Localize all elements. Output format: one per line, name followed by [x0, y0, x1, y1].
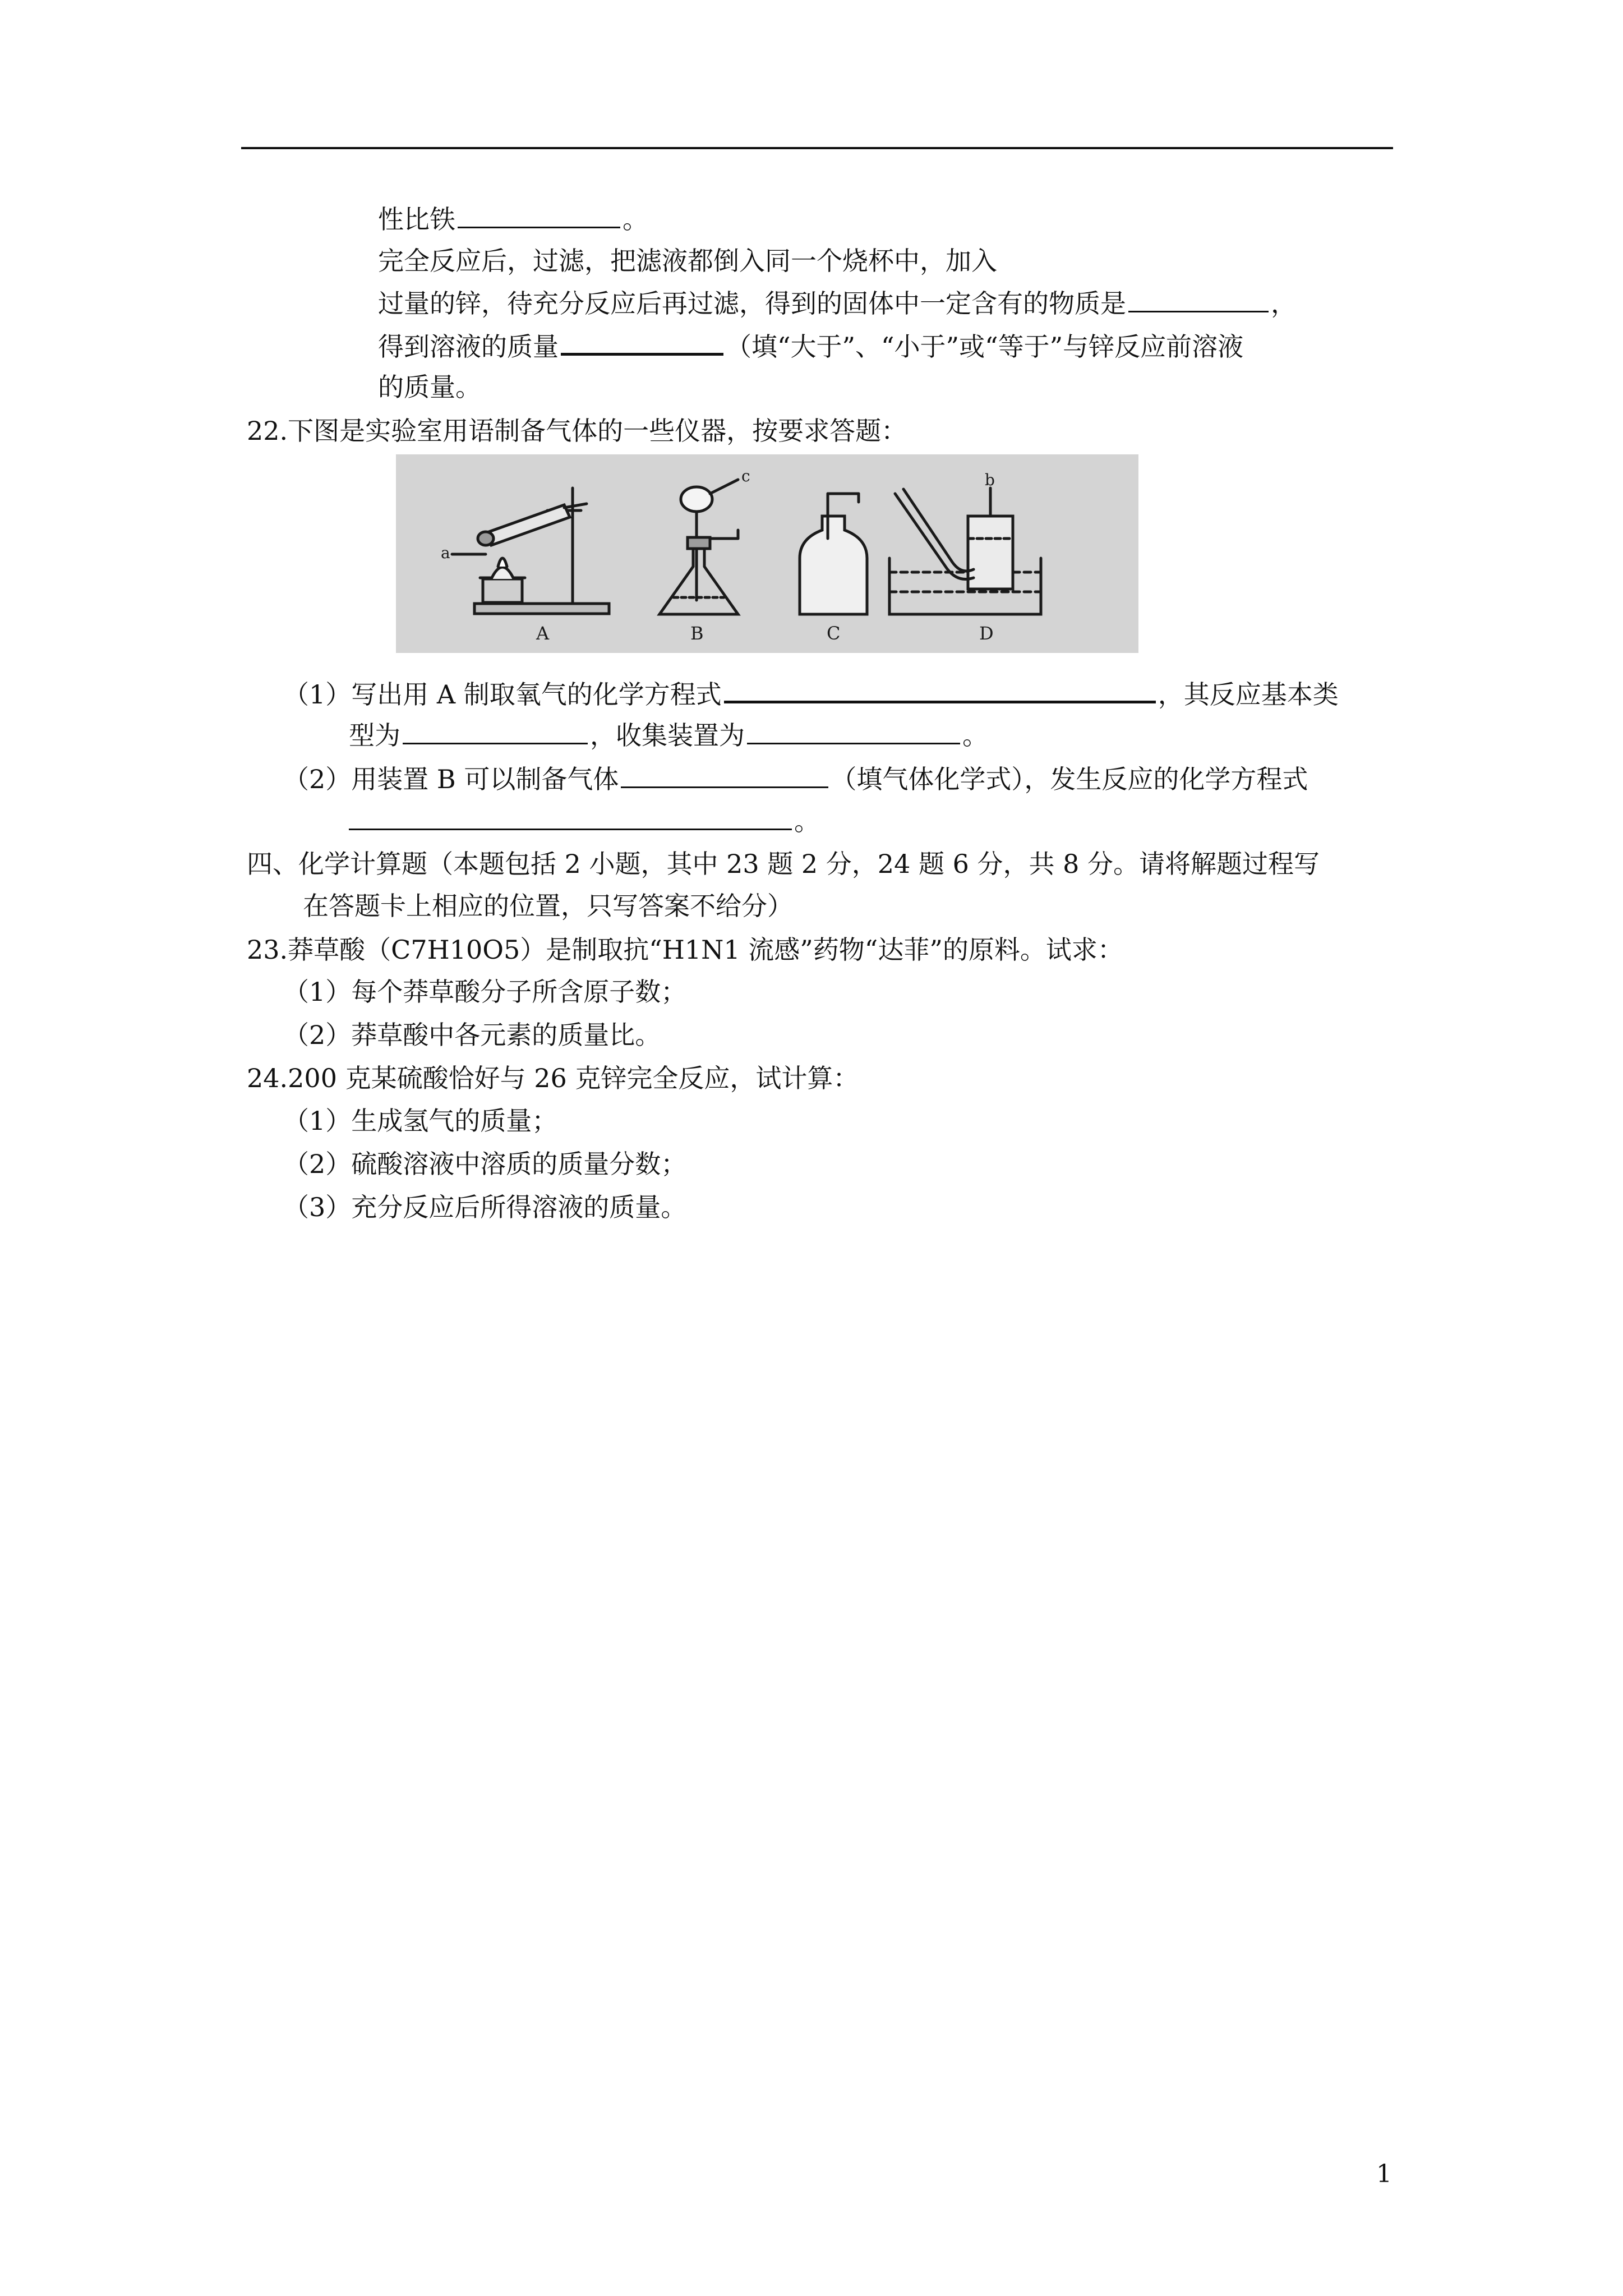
- q22-part2-line2: [349, 804, 820, 838]
- section4-title-line2: 在答题卡上相应的位置，只写答案不给分）: [303, 891, 793, 921]
- apparatus-b: [660, 480, 738, 614]
- q23-part2: （2）莽草酸中各元素的质量比。: [283, 1020, 661, 1050]
- figure-label-a-small: a: [441, 544, 450, 562]
- answer-blank[interactable]: [403, 718, 588, 744]
- q21-line4-end: （填“大于”、“小于”或“等于”与锌反应前溶液: [726, 332, 1244, 362]
- q21-line1: [378, 202, 648, 236]
- q21-line4: [378, 328, 1243, 364]
- answer-blank[interactable]: [724, 676, 1156, 703]
- q22-part1-line2-mid: ，收集装置为: [590, 720, 745, 751]
- q22-part1-line2-text: 型为: [349, 720, 400, 751]
- q24-part2: （2）硫酸溶液中溶质的质量分数；: [283, 1149, 687, 1179]
- q23-part1: （1）每个莽草酸分子所含原子数；: [283, 977, 687, 1007]
- figure-label-c: C: [827, 623, 841, 644]
- q22-part1-line2: [349, 718, 988, 752]
- figure-label-c-small: c: [741, 467, 750, 485]
- q24-part1: （1）生成氢气的质量；: [283, 1106, 558, 1136]
- apparatus-d: [889, 488, 1041, 614]
- apparatus-c: [800, 494, 867, 614]
- apparatus-a: [452, 488, 609, 614]
- q23-title: 23.莽草酸（C7H10O5）是制取抗“H1N1 流感”药物“达菲”的原料。试求：: [247, 935, 1123, 965]
- q22-part2-text: （2）用装置 B 可以制备气体: [283, 764, 619, 794]
- figure-label-a: A: [536, 623, 550, 644]
- q22-part2-line2-end: 。: [794, 806, 820, 836]
- q22-part1-line1: [283, 676, 1339, 711]
- page-number: 1: [1376, 2160, 1392, 2188]
- answer-blank[interactable]: [621, 762, 828, 788]
- figure-label-b-small: b: [985, 471, 995, 489]
- q21-line3-text: 过量的锌，待充分反应后再过滤，得到的固体中一定含有的物质是: [378, 288, 1126, 319]
- answer-blank[interactable]: [1128, 286, 1269, 312]
- answer-blank[interactable]: [747, 718, 960, 744]
- q21-line3-end: ，: [1271, 288, 1297, 319]
- q21-line5: 的质量。: [378, 372, 481, 402]
- q24-title: 24.200 克某硫酸恰好与 26 克锌完全反应，试计算：: [247, 1063, 859, 1093]
- q22-part2-end: （填气体化学式），发生反应的化学方程式: [831, 764, 1308, 794]
- answer-blank[interactable]: [458, 202, 620, 228]
- figure-label-d: D: [979, 623, 994, 644]
- answer-blank[interactable]: [561, 328, 723, 356]
- header-rule: [241, 147, 1393, 149]
- lab-apparatus-figure: [396, 454, 1138, 653]
- section4-title-line1: 四、化学计算题（本题包括 2 小题，其中 23 题 2 分，24 题 6 分，共 8 分。请将解题过程写: [247, 849, 1320, 879]
- q21-line2: 完全反应后，过滤，把滤液都倒入同一个烧杯中，加入: [378, 246, 997, 276]
- q22-title: 22.下图是实验室用语制备气体的一些仪器，按要求答题：: [247, 416, 907, 446]
- figure-label-b: B: [690, 623, 704, 644]
- q22-part1-line2-end: 。: [962, 720, 988, 751]
- lab-apparatus-drawing: [396, 454, 1138, 653]
- q21-line1-end: 。: [623, 204, 648, 234]
- q21-line3: [378, 286, 1297, 320]
- answer-blank[interactable]: [349, 804, 792, 830]
- q22-part1-end: ，其反应基本类: [1158, 679, 1339, 710]
- q22-part2-line1: [283, 762, 1308, 796]
- q22-part1-text: （1）写出用 A 制取氧气的化学方程式: [283, 679, 722, 710]
- q24-part3: （3）充分反应后所得溶液的质量。: [283, 1192, 687, 1222]
- q21-line1-text: 性比铁: [378, 204, 455, 234]
- q21-line4-text: 得到溶液的质量: [378, 332, 559, 362]
